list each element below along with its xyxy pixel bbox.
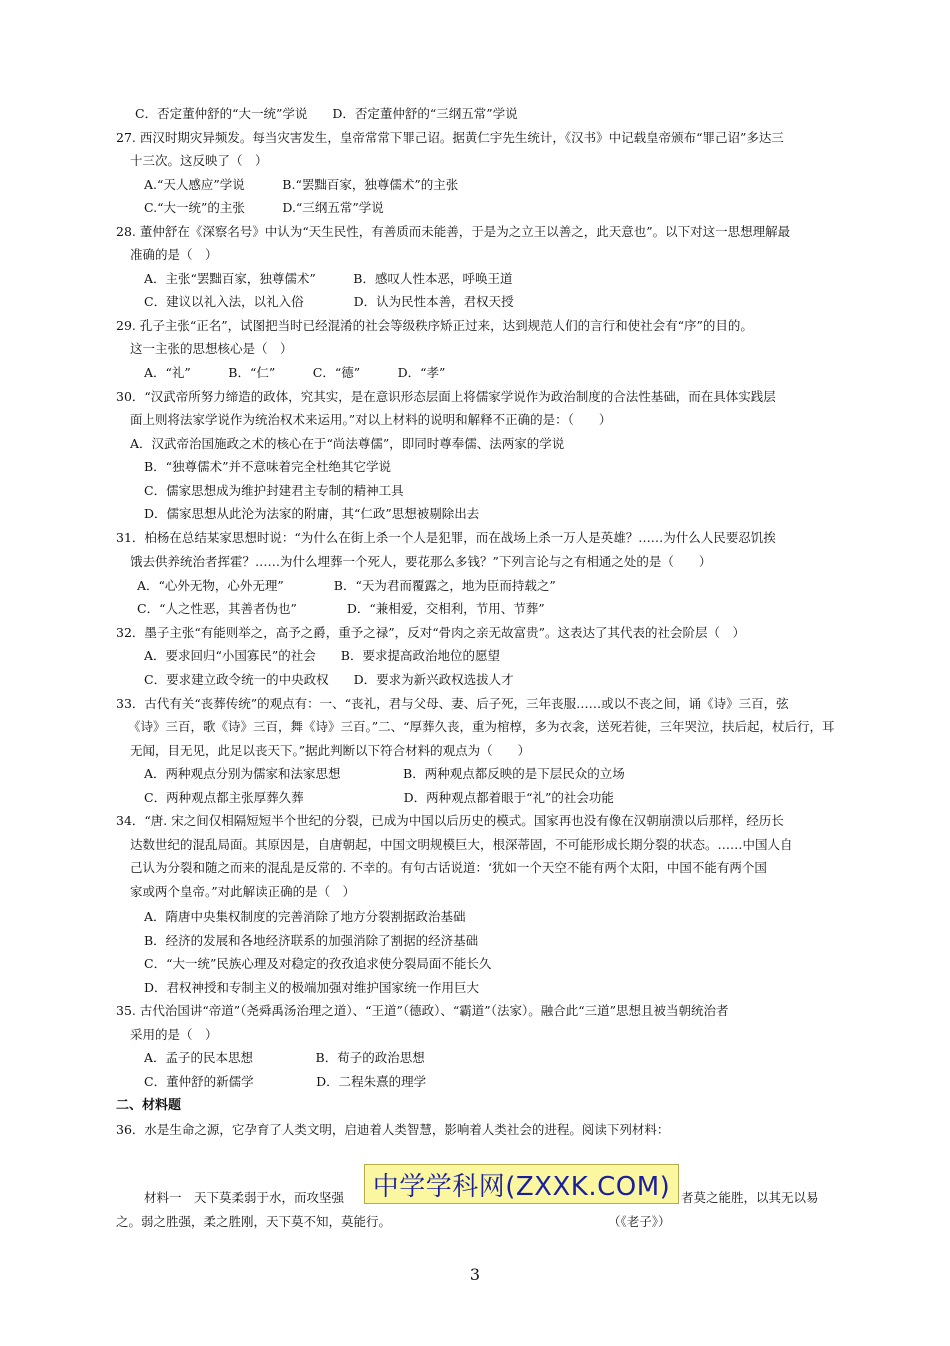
q27-stem-line2: 十三次。这反映了（ ）	[130, 153, 268, 168]
q33-options-cd: C．两种观点都主张厚葬久葬 D．两种观点都着眼于“礼”的社会功能	[144, 790, 614, 805]
q33-stem-line3: 无闻，目无见，此足以丧天下。”据此判断以下符合材料的观点为（ ）	[130, 743, 531, 758]
q28-stem-line1: 28. 董仲舒在《深察名号》中认为“天生民性，有善质而未能善，于是为之立王以善之，此天意也”。以下对这一思想理解最	[116, 224, 791, 239]
q31-options-cd: C．“人之性恶，其善者伪也” D．“兼相爱，交相利，节用、节葬”	[137, 601, 545, 616]
material1-line1-start: 材料一 天下莫柔弱于水，而攻坚强	[144, 1190, 345, 1205]
q34-option-b: B．经济的发展和各地经济联系的加强消除了割据的经济基础	[144, 933, 479, 948]
q34-stem-line2: 达数世纪的混乱局面。其原因是，自唐朝起，中国文明规模巨大，根深蒂固，不可能形成长期分裂的状态。……中国人自	[130, 837, 793, 852]
q32-stem: 32．墨子主张“有能则举之，高予之爵，重予之禄”，反对“骨肉之亲无故富贵”。这表达了其代表的社会阶层（ ）	[116, 625, 745, 640]
q29-stem-line1: 29. 孔子主张“正名”，试图把当时已经混淆的社会等级秩序矫正过来，达到规范人们的言行和使社会有“序”的目的。	[116, 318, 753, 333]
q26-options-cd: C．否定董仲舒的“大一统”学说 D．否定董仲舒的“三纲五常”学说	[135, 106, 518, 121]
q34-stem-line3: 己认为分裂和随之而来的混乱是反常的. 不幸的。有句古话说道：‘犹如一个天空不能有两个太阳，中国不能有两个国	[130, 860, 767, 875]
q32-options-ab: A．要求回归“小国寡民”的社会 B．要求提高政治地位的愿望	[144, 648, 500, 663]
q28-stem-line2: 准确的是（ ）	[130, 247, 218, 262]
q34-stem-line1: 34．“唐. 宋之间仅相隔短短半个世纪的分裂，已成为中国以后历史的模式。国家再也没有像在汉朝崩溃以后那样，经历长	[116, 813, 784, 828]
q34-option-c: C．“大一统”民族心理及对稳定的孜孜追求使分裂局面不能长久	[144, 956, 492, 971]
q35-stem-line1: 35. 古代治国讲“帝道”（尧舜禹汤治理之道）、“王道”（德政）、“霸道”（法家）。融合此“三道”思想且被当朝统治者	[116, 1003, 729, 1018]
page-number: 3	[469, 1265, 481, 1284]
material1-line2: 之。弱之胜强，柔之胜刚，天下莫不知，莫能行。	[116, 1214, 392, 1229]
q35-options-ab: A．孟子的民本思想 B．荀子的政治思想	[144, 1050, 425, 1065]
q34-option-d: D．君权神授和专制主义的极端加强对维护国家统一作用巨大	[144, 980, 480, 995]
q33-stem-line2: 《诗》三百，歌《诗》三百，舞《诗》三百。”二、“厚葬久丧，重为棺椁，多为衣衾，送死若徙，三年哭泣，扶后起，杖后行，耳	[128, 719, 835, 734]
q30-option-b: B．“独尊儒术”并不意味着完全杜绝其它学说	[144, 459, 391, 474]
q31-stem-line1: 31．柏杨在总结某家思想时说：“为什么在街上杀一个人是犯罪，而在战场上杀一万人是英雄？……为什么人民要忍饥挨	[116, 530, 776, 545]
q28-options-ab: A．主张“罢黜百家，独尊儒术” B．感叹人性本恶，呼唤王道	[144, 271, 513, 286]
q27-options-ab: A.“天人感应”学说 B.“罢黜百家，独尊儒术”的主张	[144, 177, 459, 192]
q30-option-d: D．儒家思想从此沦为法家的附庸，其“仁政”思想被剔除出去	[144, 506, 480, 521]
q36-stem: 36．水是生命之源，它孕育了人类文明，启迪着人类智慧，影响着人类社会的进程。阅读下列材料：	[116, 1122, 670, 1137]
q31-options-ab: A．“心外无物，心外无理” B．“天为君而覆露之，地为臣而持载之”	[137, 578, 556, 593]
watermark-banner	[364, 1164, 679, 1204]
q32-options-cd: C．要求建立政令统一的中央政权 D．要求为新兴政权选拔人才	[144, 672, 514, 687]
q31-stem-line2: 饿去供养统治者挥霍？……为什么埋葬一个死人，要花那么多钱？”下列言论与之有相通之处的是（ ）	[130, 554, 712, 569]
q30-option-a: A．汉武帝治国施政之术的核心在于“尚法尊儒”，即同时尊奉儒、法两家的学说	[130, 436, 565, 451]
q27-options-cd: C.“大一统”的主张 D.“三纲五常”学说	[144, 200, 384, 215]
section-heading-material: 二、材料题	[116, 1098, 182, 1113]
q35-stem-line2: 采用的是（ ）	[130, 1027, 218, 1042]
watermark-text: 中学学科网(ZXXK.COM)	[372, 1171, 671, 1202]
q34-option-a: A．隋唐中央集权制度的完善消除了地方分裂割据政治基础	[144, 909, 466, 924]
q30-stem-line1: 30．“汉武帝所努力缔造的政体，究其实，是在意识形态层面上将儒家学说作为政治制度的合法性基础，而在具体实践层	[116, 389, 776, 404]
material1-source: （《老子》）	[608, 1214, 671, 1229]
q30-option-c: C．儒家思想成为维护封建君主专制的精神工具	[144, 483, 404, 498]
material1-line1-end: 者莫之能胜，以其无以易	[681, 1190, 819, 1205]
q33-stem-line1: 33．古代有关“丧葬传统”的观点有：一、“丧礼，君与父母、妻、后子死，三年丧服……或以不丧之间，诵《诗》三百，弦	[116, 696, 789, 711]
q34-stem-line4: 家或两个皇帝。”对此解读正确的是（ ）	[130, 884, 356, 899]
q28-options-cd: C．建议以礼入法，以礼入俗 D．认为民性本善，君权天授	[144, 294, 514, 309]
q29-options: A．“礼” B．“仁” C．“德” D．“孝”	[144, 365, 446, 380]
q35-options-cd: C．董仲舒的新儒学 D．二程朱熹的理学	[144, 1074, 427, 1089]
q29-stem-line2: 这一主张的思想核心是（ ）	[130, 341, 293, 356]
q27-stem-line1: 27. 西汉时期灾异频发。每当灾害发生，皇帝常常下罪己诏。据黄仁宇先生统计，《汉书》中记载皇帝颁布“罪己诏”多达三	[116, 130, 784, 145]
q33-options-ab: A．两种观点分别为儒家和法家思想 B．两种观点都反映的是下层民众的立场	[144, 766, 625, 781]
q30-stem-line2: 面上则将法家学说作为统治权术来运用。”对以上材料的说明和解释不正确的是：（ ）	[130, 412, 612, 427]
